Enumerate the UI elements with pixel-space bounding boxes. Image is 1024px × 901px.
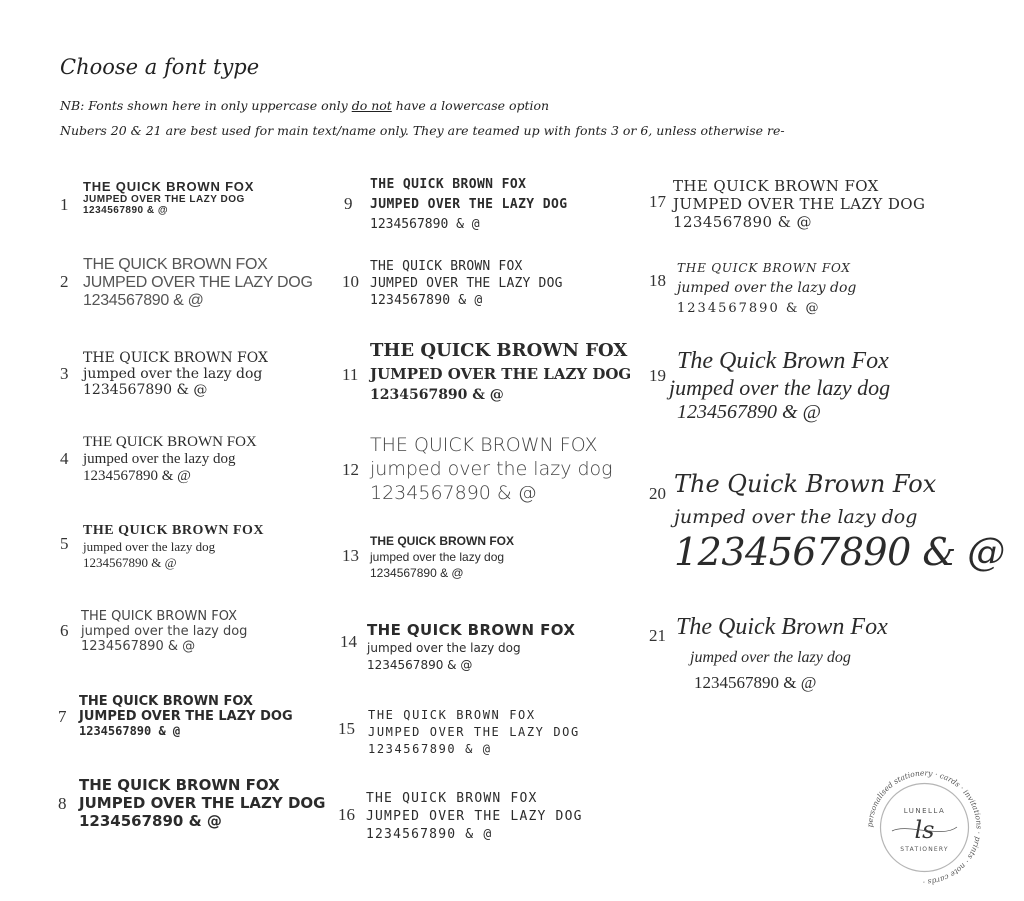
sample-line-2: JUMPED OVER THE LAZY DOG xyxy=(366,809,583,824)
font-number: 5 xyxy=(60,534,69,553)
font-number: 1 xyxy=(60,195,69,214)
sample-line-2: JUMPED OVER THE LAZY DOG xyxy=(83,194,245,205)
sample-line-1: The Quick Brown Fox xyxy=(677,348,889,374)
logo-monogram: ls xyxy=(914,816,935,844)
sample-line-1: THE QUICK BROWN FOX xyxy=(368,708,536,722)
sample-line-2: jumped over the lazy dog xyxy=(690,649,851,666)
font-number: 14 xyxy=(340,632,357,651)
logo-sub: STATIONERY xyxy=(900,846,949,853)
sample-line-3: 1234567890 & @ xyxy=(370,217,480,232)
sample-line-3: 1234567890 & @ xyxy=(370,293,483,308)
font-number: 4 xyxy=(60,449,69,468)
sample-line-3: 1234567890 & @ xyxy=(694,673,817,692)
font-number: 13 xyxy=(342,546,359,565)
sample-line-3: 1234567890 & @ xyxy=(79,724,181,738)
note-prefix: NB: Fonts shown here in only uppercase only xyxy=(60,98,352,113)
font-number: 17 xyxy=(649,192,666,211)
note-emphasis: do not xyxy=(351,98,392,113)
sample-line-3: 1234567890 & @ xyxy=(674,530,1005,574)
sample-line-3: 1234567890 & @ xyxy=(368,742,492,756)
sample-line-1: THE QUICK BROWN FOX xyxy=(367,621,576,639)
sample-line-2: jumped over the lazy dog xyxy=(83,366,263,382)
sample-line-2: jumped over the lazy dog xyxy=(669,375,891,400)
sample-line-3: 1234567890 & @ xyxy=(367,658,473,672)
sample-line-1: THE QUICK BROWN FOX xyxy=(83,434,257,450)
sample-line-1: THE QUICK BROWN FOX xyxy=(79,694,253,709)
font-number: 16 xyxy=(338,805,355,824)
sample-line-2: jumped over the lazy dog xyxy=(677,280,857,296)
sample-line-2: JUMPED OVER THE LAZY DOG xyxy=(79,709,293,724)
sample-line-2: JUMPED OVER THE LAZY DOG xyxy=(370,197,568,212)
sample-line-3: 1234567890 & @ xyxy=(83,382,208,398)
font-number: 20 xyxy=(649,484,666,503)
sample-line-3: 1234567890 & @ xyxy=(673,213,812,231)
sample-line-2: JUMPED OVER THE LAZY DOG xyxy=(79,794,326,812)
sample-line-1: The Quick Brown Fox xyxy=(674,470,937,498)
font-number: 12 xyxy=(342,460,359,479)
note-suffix: have a lowercase option xyxy=(391,98,550,113)
sample-line-1: THE QUICK BROWN FOX xyxy=(83,179,255,194)
font-number: 11 xyxy=(342,365,359,384)
sample-line-2: jumped over the lazy dog xyxy=(370,550,505,564)
font-number: 15 xyxy=(338,719,355,738)
sample-line-1: THE QUICK BROWN FOX xyxy=(83,256,268,273)
sample-line-3: 1234567890 & @ xyxy=(79,812,222,830)
logo-ring-text: personalised stationery · cards · invitations · prints · note cards · xyxy=(865,768,984,887)
sample-line-3: 1234567890 & @ xyxy=(83,468,191,484)
sample-line-1: THE QUICK BROWN FOX xyxy=(370,340,628,361)
font-number: 8 xyxy=(58,794,67,813)
sample-line-1: THE QUICK BROWN FOX xyxy=(370,259,523,274)
sample-line-3: 1234567890 & @ xyxy=(366,827,493,842)
sample-line-2: JUMPED OVER THE LAZY DOG xyxy=(368,725,580,739)
sample-line-1: THE QUICK BROWN FOX xyxy=(673,177,879,195)
sample-line-2: jumped over the lazy dog xyxy=(367,641,521,655)
sample-line-1: THE QUICK BROWN FOX xyxy=(366,791,538,806)
sample-line-2: JUMPED OVER THE LAZY DOG xyxy=(370,365,632,383)
sample-line-3: 1234567890 & @ xyxy=(370,566,464,580)
sample-line-3: 1234567890 & @ xyxy=(83,292,204,309)
note-uppercase xyxy=(60,98,549,113)
sample-line-2: jumped over the lazy dog xyxy=(370,458,613,480)
font-number: 21 xyxy=(649,626,666,645)
font-number: 7 xyxy=(58,707,67,726)
sample-line-2: JUMPED OVER THE LAZY DOG xyxy=(83,274,313,291)
sample-line-3: 1234567890 & @ xyxy=(81,639,196,654)
sample-line-1: The Quick Brown Fox xyxy=(676,614,888,640)
page-title: Choose a font type xyxy=(60,55,260,79)
font-number: 3 xyxy=(60,364,69,383)
sample-line-3: 1234567890 & @ xyxy=(370,387,504,403)
sample-line-1: THE QUICK BROWN FOX xyxy=(370,177,527,192)
sample-line-1: THE QUICK BROWN FOX xyxy=(370,534,514,548)
font-number: 18 xyxy=(649,271,666,290)
sample-line-2: JUMPED OVER THE LAZY DOG xyxy=(673,195,926,213)
sample-line-3: 1234567890 & @ xyxy=(370,482,537,504)
sample-line-3: 1234567890 & @ xyxy=(83,555,177,570)
lunella-logo xyxy=(862,765,987,890)
sample-line-3: 1234567890 & @ xyxy=(677,401,821,423)
sample-line-2: jumped over the lazy dog xyxy=(674,506,918,528)
sample-line-3: 1234567890 & @ xyxy=(83,205,169,216)
sample-line-2: jumped over the lazy dog xyxy=(83,451,236,467)
font-number: 6 xyxy=(60,621,69,640)
sample-line-1: THE QUICK BROWN FOX xyxy=(79,776,280,794)
font-number: 9 xyxy=(344,194,353,213)
font-number: 10 xyxy=(342,272,359,291)
sample-line-1: THE QUICK BROWN FOX xyxy=(81,609,238,624)
sample-line-1: THE QUICK BROWN FOX xyxy=(677,261,851,275)
sample-line-3: 1234567890 & @ xyxy=(677,301,821,316)
note-pairing: Nubers 20 & 21 are best used for main text/name only. They are teamed up with fonts 3 or 6, unless otherwise re- xyxy=(60,123,785,138)
sample-line-1: THE QUICK BROWN FOX xyxy=(83,523,265,538)
sample-line-2: jumped over the lazy dog xyxy=(83,539,216,554)
sample-line-1: THE QUICK BROWN FOX xyxy=(370,434,598,456)
sample-line-2: JUMPED OVER THE LAZY DOG xyxy=(370,276,563,291)
sample-line-1: THE QUICK BROWN FOX xyxy=(83,350,268,366)
font-number: 19 xyxy=(649,366,666,385)
logo-brand: LUNELLA xyxy=(903,807,946,815)
font-number: 2 xyxy=(60,272,69,291)
sample-line-2: jumped over the lazy dog xyxy=(81,624,248,639)
